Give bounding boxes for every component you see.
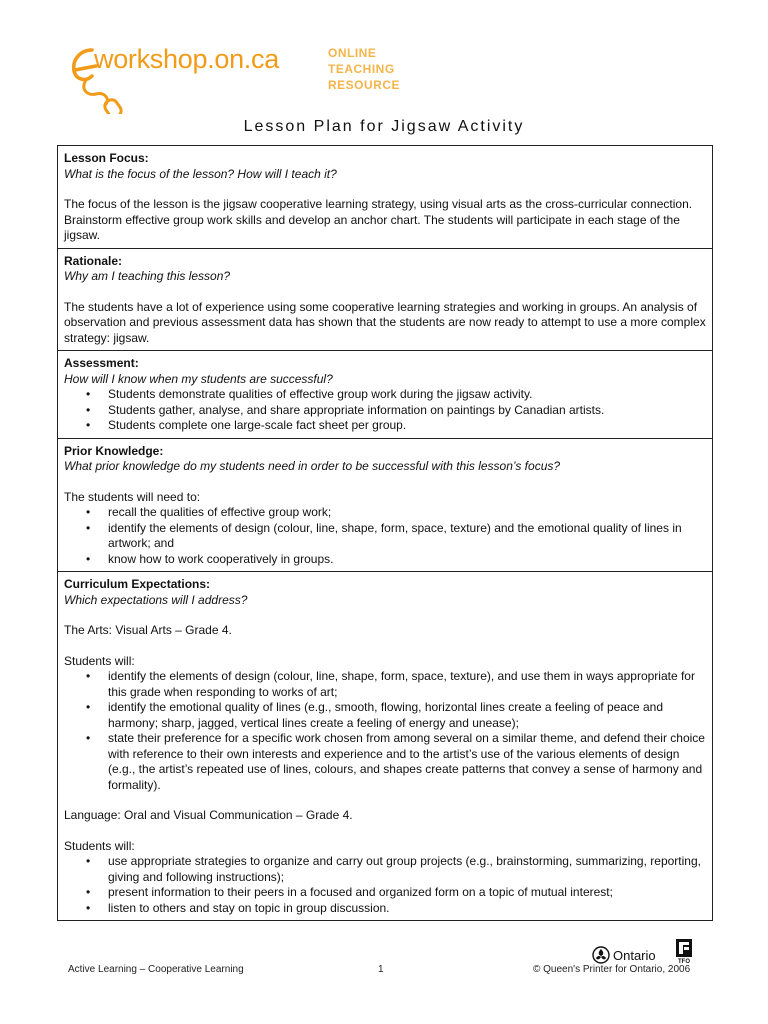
section-heading: Curriculum Expectations: <box>64 577 211 591</box>
tagline-line-3: RESOURCE <box>328 78 401 92</box>
ontario-logo <box>592 945 656 965</box>
section-heading: Assessment: <box>64 356 139 370</box>
list-item: • listen to others and stay on topic in group discussion. <box>64 901 706 917</box>
lesson-plan-table <box>57 145 713 921</box>
section-prior-knowledge <box>58 438 712 572</box>
section-body: The students have a lot of experience using some cooperative learning strategies and working in groups. An analysis of observation and previous assessment data has shown that the students are now ready to attempt to use a more complex strategy: jigsaw. <box>64 299 706 345</box>
ontario-wordmark: Ontario <box>613 947 656 963</box>
ontario-trillium-icon <box>592 946 610 964</box>
section-question: Which expectations will I address? <box>64 592 248 607</box>
list-item: • use appropriate strategies to organize and carry out group projects (e.g., brainstorming, summarizing, reporting, giving and following instructions); <box>64 854 706 885</box>
arts-title: The Arts: Visual Arts – Grade 4. <box>64 623 232 637</box>
bullet-list <box>64 505 706 567</box>
list-item: • Students gather, analyse, and share appropriate information on paintings by Canadian artists. <box>64 403 706 419</box>
arts-intro: Students will: <box>64 653 135 668</box>
section-question: What prior knowledge do my students need in order to be successful with this lesson’s focus? <box>64 459 561 473</box>
language-title: Language: Oral and Visual Communication – Grade 4. <box>64 808 353 822</box>
tfo-logo-icon <box>675 938 693 964</box>
section-heading: Lesson Focus: <box>64 151 149 165</box>
section-body: The focus of the lesson is the jigsaw cooperative learning strategy, using visual arts as the cross-curricular connection. Brainstorm effective group work skills and develop an anchor chart. The students will participate in each stage of the jigsaw. <box>64 197 693 242</box>
list-item: • recall the qualities of effective group work; <box>64 505 706 521</box>
section-rationale <box>58 248 712 351</box>
list-item: • identify the elements of design (colour, line, shape, form, space, texture) and the emotional quality of lines in artwork; and <box>64 521 706 552</box>
list-item: • Students demonstrate qualities of effective group work during the jigsaw activity. <box>64 387 706 403</box>
list-item: • Students complete one large-scale fact sheet per group. <box>64 418 706 434</box>
list-item: • present information to their peers in a focused and organized form on a topic of mutual interest; <box>64 885 706 901</box>
document-title: Lesson Plan for Jigsaw Activity <box>243 118 525 135</box>
section-question: How will I know when my students are successful? <box>64 371 333 386</box>
list-item: • state their preference for a specific work chosen from among several on a similar theme, and defend their choice with reference to their own interests and experience and to the artist’s use of the various elements of design (e.g., the artist’s repeated use of lines, colours, and shapes create patterns that convey a sense of harmony and formality). <box>64 731 706 793</box>
section-question: Why am I teaching this lesson? <box>64 269 231 283</box>
language-intro: Students will: <box>64 838 135 853</box>
footer-left: Active Learning – Cooperative Learning <box>68 964 244 975</box>
tagline <box>328 45 400 93</box>
bullet-list <box>64 669 706 793</box>
page-number: 1 <box>378 964 384 975</box>
section-heading: Prior Knowledge: <box>64 443 164 458</box>
section-intro: The students will need to: <box>64 489 201 504</box>
section-heading: Rationale: <box>64 253 123 268</box>
list-item: • identify the elements of design (colour, line, shape, form, space, texture), and use them in ways appropriate for this grade when responding to works of art; <box>64 669 706 700</box>
section-question: What is the focus of the lesson? How will I teach it? <box>64 166 337 181</box>
section-curriculum-expectations <box>58 571 712 920</box>
bullet-list <box>64 387 706 434</box>
tagline-line-2: TEACHING <box>328 62 395 76</box>
svg-text:TFO: TFO <box>678 959 690 964</box>
section-lesson-focus <box>58 146 712 248</box>
footer-copyright: © Queen's Printer for Ontario, 2006 <box>533 964 691 975</box>
list-item: • identify the emotional quality of lines (e.g., smooth, flowing, horizontal lines create a feeling of peace and harmony; sharp, jagged, vertical lines create a feeling of energy and unease); <box>64 700 706 731</box>
tagline-line-1: ONLINE <box>328 46 377 60</box>
logo-text: workshop.on.ca <box>94 44 279 74</box>
bullet-list <box>64 854 706 916</box>
list-item: • know how to work cooperatively in groups. <box>64 552 706 568</box>
section-assessment <box>58 350 712 438</box>
